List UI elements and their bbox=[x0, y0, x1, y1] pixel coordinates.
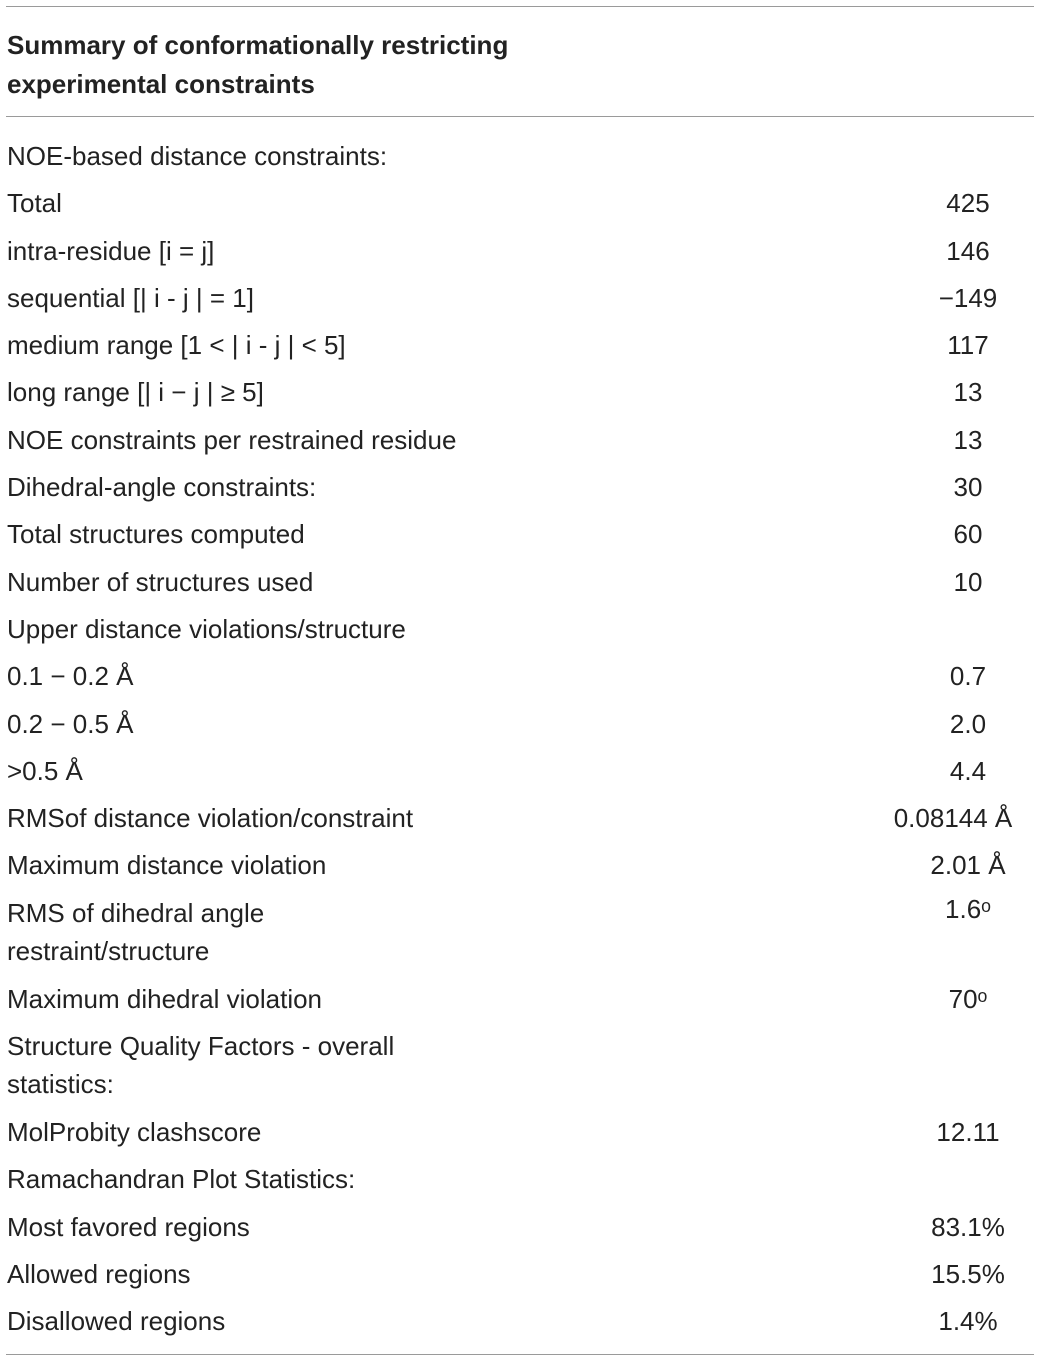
row-label: sequential [| i - j | = 1] bbox=[7, 282, 254, 313]
row-value: 146 bbox=[946, 235, 990, 266]
top-rule bbox=[6, 6, 1034, 7]
row-value: 2.01 Å bbox=[930, 850, 1006, 881]
table-row bbox=[7, 840, 1037, 887]
row-value: 30 bbox=[953, 472, 983, 503]
row-label: RMSof distance violation/constraint bbox=[7, 803, 414, 834]
constraints-table bbox=[7, 131, 1037, 1344]
table-row bbox=[7, 273, 1037, 320]
table-row bbox=[7, 746, 1037, 793]
header-rule bbox=[6, 116, 1034, 117]
row-label: RMS of dihedral angle restraint/structure bbox=[7, 897, 265, 966]
row-label: intra-residue [i = j] bbox=[7, 235, 215, 266]
row-value: 13 bbox=[953, 377, 983, 408]
table-row bbox=[7, 462, 1037, 509]
table-row bbox=[7, 974, 1037, 1021]
row-value: 4.4 bbox=[949, 755, 987, 786]
table-title: Summary of conformationally restricting experimental constraints bbox=[7, 30, 509, 99]
table-row bbox=[7, 1296, 1037, 1343]
table-row bbox=[7, 1107, 1037, 1154]
row-value: 2.0 bbox=[949, 708, 987, 739]
row-value: 0.7 bbox=[949, 661, 987, 692]
row-value: 1.4% bbox=[938, 1306, 998, 1337]
table-row bbox=[7, 699, 1037, 746]
table-row bbox=[7, 793, 1037, 840]
row-label: NOE constraints per restrained residue bbox=[7, 424, 457, 455]
table-row bbox=[7, 226, 1037, 273]
table-row bbox=[7, 651, 1037, 698]
row-label: Upper distance violations/structure bbox=[7, 613, 406, 644]
row-value: 70ᵒ bbox=[948, 983, 988, 1014]
row-value: 13 bbox=[953, 424, 983, 455]
row-label: Structure Quality Factors - overall statistics: bbox=[7, 1031, 395, 1100]
row-value: 12.11 bbox=[936, 1117, 1000, 1148]
row-label: Most favored regions bbox=[7, 1211, 250, 1242]
row-value: 83.1% bbox=[931, 1211, 1005, 1242]
table-row bbox=[7, 509, 1037, 556]
table-row bbox=[7, 320, 1037, 367]
table-row bbox=[7, 1202, 1037, 1249]
row-value: 425 bbox=[946, 188, 990, 219]
table-row bbox=[7, 557, 1037, 604]
row-value: −149 bbox=[938, 282, 998, 313]
table-row bbox=[7, 888, 1037, 974]
table-row bbox=[7, 1249, 1037, 1296]
row-label: Number of structures used bbox=[7, 566, 314, 597]
row-value: 1.6ᵒ bbox=[945, 893, 991, 924]
table-row bbox=[7, 131, 1037, 178]
row-value: 117 bbox=[947, 330, 989, 361]
row-label: Disallowed regions bbox=[7, 1306, 226, 1337]
table-row bbox=[7, 367, 1037, 414]
table-row bbox=[7, 1154, 1037, 1201]
row-label: >0.5 Å bbox=[7, 755, 83, 786]
row-value: 60 bbox=[953, 519, 983, 550]
table-row bbox=[7, 1021, 1037, 1107]
row-label: Total structures computed bbox=[7, 519, 305, 550]
row-label: MolProbity clashscore bbox=[7, 1117, 262, 1148]
row-label: Ramachandran Plot Statistics: bbox=[7, 1164, 356, 1195]
row-label: 0.1 − 0.2 Å bbox=[7, 661, 134, 692]
row-value: 10 bbox=[953, 566, 983, 597]
row-label: medium range [1 < | i - j | < 5] bbox=[7, 330, 346, 361]
table-row bbox=[7, 604, 1037, 651]
row-value: 15.5% bbox=[931, 1258, 1005, 1289]
row-label: NOE-based distance constraints: bbox=[7, 141, 388, 171]
row-label: Total bbox=[7, 188, 62, 219]
row-label: Dihedral-angle constraints: bbox=[7, 472, 317, 503]
row-label: Maximum dihedral violation bbox=[7, 983, 323, 1014]
row-label: Maximum distance violation bbox=[7, 850, 327, 881]
row-label: long range [| i − j | ≥ 5] bbox=[7, 377, 264, 408]
table-row bbox=[7, 415, 1037, 462]
row-label: Allowed regions bbox=[7, 1258, 191, 1289]
bottom-rule bbox=[6, 1354, 1034, 1355]
row-value: 0.08144 Å bbox=[893, 803, 1013, 834]
row-label: 0.2 − 0.5 Å bbox=[7, 708, 134, 739]
table-row bbox=[7, 178, 1037, 225]
